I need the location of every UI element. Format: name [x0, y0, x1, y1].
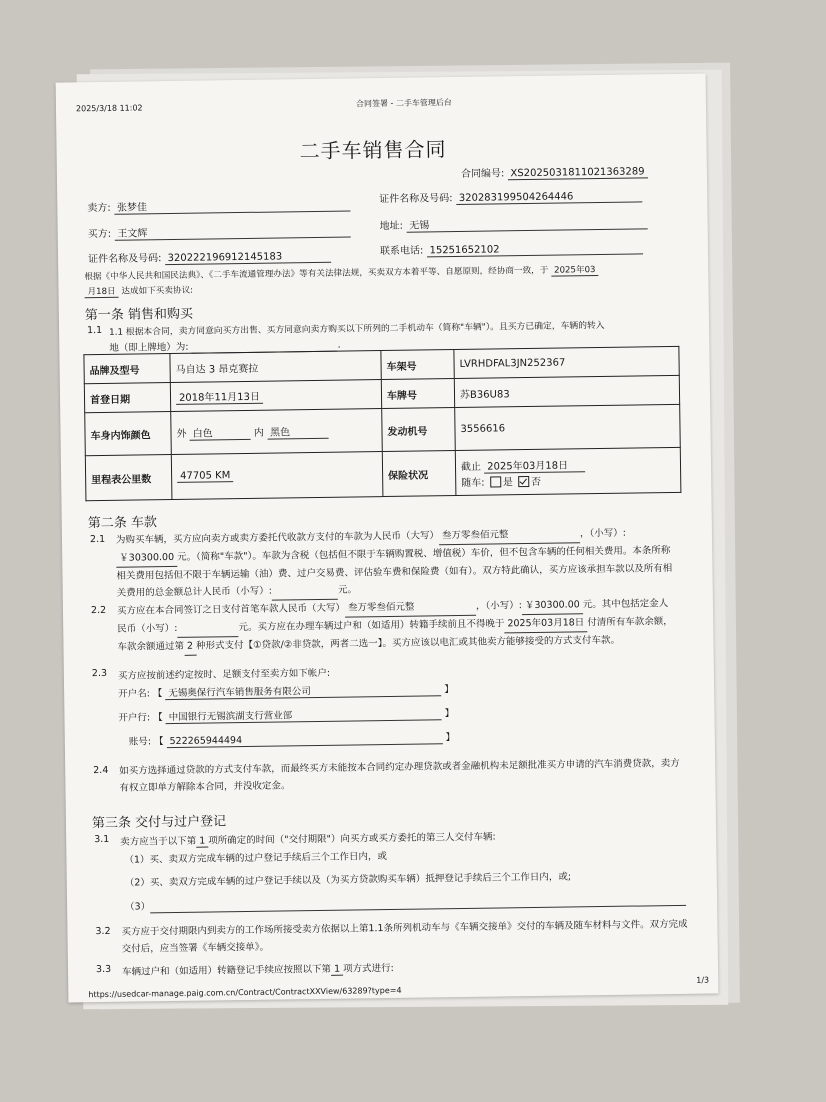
balance-due-date: 2025年03月18日 [504, 614, 587, 633]
first-payment-num: ￥30300.00 [522, 596, 583, 615]
intro-date-a: 2025年03 [551, 263, 599, 277]
contract-number-value: XS20250318110213632​89 [507, 166, 647, 180]
seller-name: 张梦佳 [114, 195, 350, 214]
color-label: 车身内饰颜色 [85, 412, 172, 456]
reg-date-cell [170, 380, 381, 412]
buyer-id [88, 247, 331, 266]
reg-date-label: 首登日期 [84, 383, 170, 413]
interior-color: 黑色 [267, 423, 328, 440]
engine-value: 3556616 [455, 404, 681, 450]
brand-value: 马自达 3 昂克赛拉 [170, 351, 381, 383]
checkbox-no[interactable] [518, 476, 529, 487]
page-number: 1/3 [696, 975, 710, 985]
print-datetime: 2025/3/18 11:02 [75, 103, 143, 114]
clause-number: 2.4 [93, 764, 109, 777]
brand-label: 品牌及型号 [84, 354, 170, 384]
vehicle-table [83, 346, 681, 501]
insurance-until: 2025年03月18日 [484, 456, 585, 473]
clause-2-3: 买方应按前述约定按时、足额支付至卖方如下帐户: [117, 667, 331, 682]
seller-id-value: 320283199504264446 [456, 190, 642, 205]
article-3-heading: 第三条 交付与过户登记 [91, 814, 227, 832]
phone-label: 联系电话: [379, 245, 424, 258]
seller-id [379, 186, 642, 206]
vin-label: 车架号 [381, 350, 454, 380]
address-value: 无锡 [406, 213, 647, 232]
plate-value: 苏B36U83 [454, 375, 679, 407]
mileage-cell [171, 452, 383, 500]
contract-page [56, 74, 719, 1003]
intro-line-1: 根据《中华人民共和国民法典》、《二手车流通管理办法》等有关法律法规，买卖双方本着平等、自愿原则，经协商一致，于 2025年03 [84, 263, 598, 283]
bank-name: 中国银行无锡滨湖支行营业部 [166, 705, 442, 724]
seller-id-label: 证件名称及号码: [379, 193, 453, 206]
table-row [85, 447, 681, 500]
clause-2-1: 为购买车辆，买方应向卖方或卖方委托代收款方支付的车款为人民币（大写） 叁万零叁佰元整 ，（小写）: ￥30300.00 元。（简称"车款"）。车款为含税（包括但不限于车辆购置税、增值税）车价，但不包含车辆的任何相关费用。本条所称相关费用包括但不限于车辆运输（油）费、过户交易费、评估验车费和保险费（如有）。双方特此确认，买方应该承担车款以及所有相关费用的总金额总计人民币（小写）: 元。 [116, 524, 677, 603]
clause-3-3: 车辆过户和（如适用）转籍登记手续应按照以下第 1 项方式进行: [121, 962, 394, 978]
buyer-id-label: 证件名称及号码: [88, 253, 162, 266]
mileage-label: 里程表公里数 [85, 455, 172, 501]
address [380, 213, 648, 233]
buyer-label: 买方: [87, 228, 112, 241]
payment-way: 2 [184, 638, 196, 656]
article-2-heading: 第二条 车款 [87, 515, 158, 532]
intro-date-b: 月18日 [84, 285, 118, 298]
contract-number-label: 合同编号: [460, 168, 505, 180]
address-label: 地址: [379, 220, 404, 233]
buyer-id-value: 320222196912145183 [165, 251, 331, 265]
option-2: （2）买、卖双方完成车辆的过户登记手续以及（为买方贷款购买车辆）抵押登记手续后三个工作日内，或; [124, 871, 572, 889]
exterior-color: 白色 [190, 424, 251, 441]
mileage-value: 47705 KM [177, 470, 233, 483]
bank-row: 开户行: 【 中国银行无锡滨湖支行营业部 】 [118, 705, 454, 725]
option-1: （1）买、卖双方完成车辆的过户登记手续后三个工作日内，或 [124, 851, 388, 866]
seller [87, 195, 350, 215]
plate-label: 车牌号 [381, 379, 454, 409]
clause-number: 2.3 [91, 667, 108, 680]
clause-3-1: 卖方应当于以下第 1 项所确定的时间（"交付期限"）向买方或买方委托的第三人交付车辆: [120, 831, 496, 848]
option-3: （3） [125, 891, 686, 914]
clause-2-4: 如买方选择通过贷款的方式支付车款，而最终买方未能按本合同约定办理贷款或者金融机构未足额批准买方申请的汽车消费贷款，卖方有权立即单方解除本合同，并没收定金。 [119, 757, 680, 794]
engine-label: 发动机号 [382, 408, 456, 452]
page-title: 二手车销售合同 [299, 137, 447, 164]
print-site-title: 合同签署 - 二手车管理后台 [355, 98, 452, 109]
clause-2-2: 买方应在本合同签订之日支付首笔车款人民币（大写） 叁万零叁佰元整 ，（小写）: ￥30300.00 元。其中包括定金人民币（小写）: 元。买方应在办理车辆过户和（如适用）转籍手续前且不得晚于 2025年03月18日 付清所有车款余额，车款余额通过第 2 种形式支付【①贷款/②非贷款，两者二选一】。买方应该以电汇或其他卖方能够接受的方式支付车款。 [117, 595, 678, 657]
insurance-cell: 截止 2025年03月18日 随车: 是 否 [455, 447, 681, 495]
phone-value: 15251652102 [426, 242, 642, 257]
contract-number [461, 162, 648, 181]
account-number: 522265944494 [166, 732, 442, 748]
clause-number: 2.1 [89, 533, 106, 546]
vin-value: LVRHDFAL3JN252367 [454, 346, 679, 378]
clause-3-2: 买方应于交付期限内到卖方的工作场所接受卖方依据以上第1.1条所列机动车与《车辆交接单》交付的车辆及随车材料与文件。双方完成交付后，应当签署《车辆交接单》。 [121, 918, 688, 955]
delivery-item: 1 [196, 836, 208, 848]
reg-date-value: 2018年11月13日 [176, 388, 263, 405]
clause-number: 3.3 [95, 963, 112, 976]
price-cn: 叁万零叁佰元整 [439, 525, 580, 545]
seller-label: 卖方: [87, 202, 111, 215]
insurance-label: 保险状况 [382, 451, 456, 497]
clause-1-1-text2: 地（即上牌地）为: . [109, 339, 341, 354]
buyer [88, 221, 351, 241]
price-num: ￥30300.00 [116, 549, 177, 568]
intro-line-2: 月18日 达成如下买卖协议: [84, 284, 193, 299]
color-cell: 外 白色 内 黑色 [171, 409, 383, 455]
first-payment-cn: 叁万零叁佰元整 [345, 598, 476, 618]
transfer-item: 1 [331, 964, 343, 976]
article-1-heading: 第一条 销售和购买 [84, 306, 194, 324]
clause-number: 3.1 [94, 833, 110, 846]
clause-number: 2.2 [90, 604, 107, 617]
clause-1-1-text: 1.1 根据本合同，卖方同意向买方出售、买方同意向卖方购买以下所列的二手机动车（简称"车辆"）。且买方已确定，车辆的转入 [109, 320, 605, 338]
clause-number: 3.2 [95, 925, 111, 938]
account-no-row: 账号: 【 522265944494 】 [128, 732, 456, 748]
clause-number: 1.1 [86, 324, 103, 337]
checkbox-yes[interactable] [490, 476, 501, 487]
print-url: https://usedcar-manage.paig.com.cn/Contract/ContractXXView/63289?type=4 [88, 985, 402, 1000]
phone [380, 238, 643, 258]
buyer-name: 王文辉 [114, 221, 350, 240]
account-name-row: 开户名: 【 无锡奥保行汽车销售服务有限公司 】 [118, 681, 454, 701]
account-name: 无锡奥保行汽车销售服务有限公司 [165, 681, 441, 700]
